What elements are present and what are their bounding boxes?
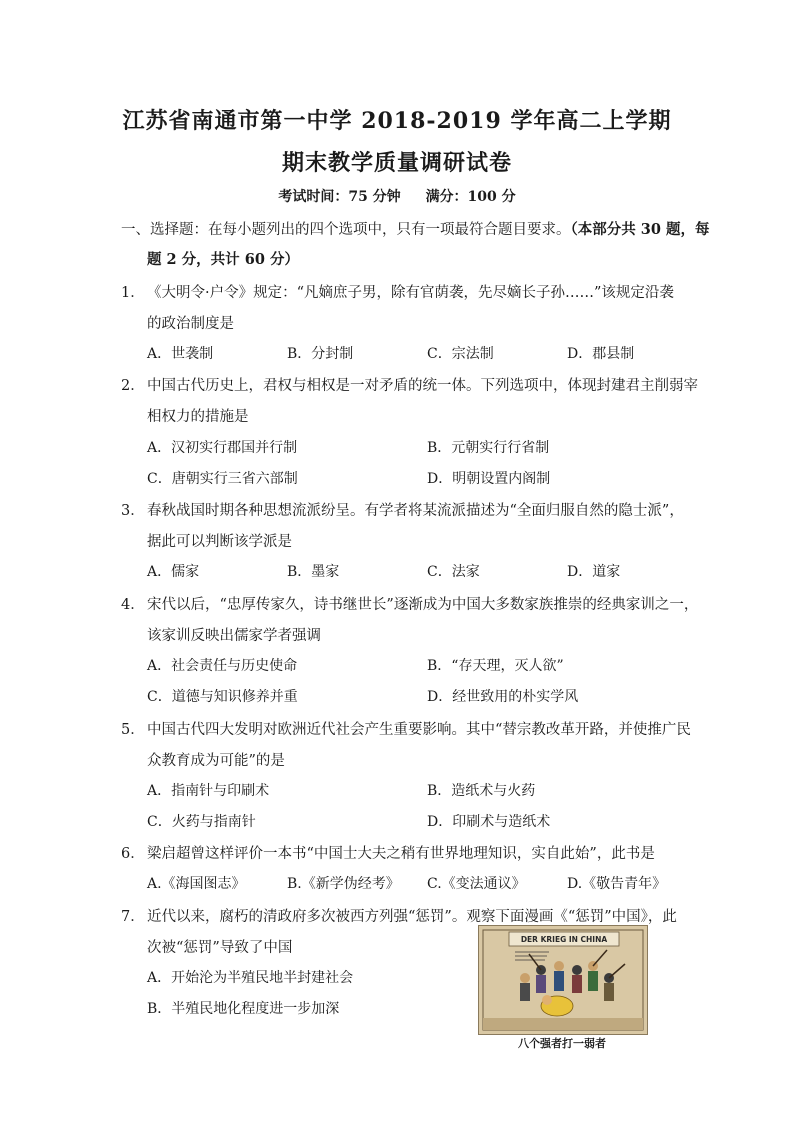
question-2-option-d[interactable]: D．明朝设置内阁制 [427, 471, 551, 487]
question-3-text-line2: 据此可以判断该学派是 [147, 534, 292, 550]
question-1-option-a[interactable]: A．世袭制 [147, 346, 214, 362]
full-score: 满分：100 分 [425, 189, 516, 205]
exam-title-line1: 江苏省南通市第一中学 2018-2019 学年高二上学期 [122, 108, 672, 134]
question-4-option-b[interactable]: B．“存天理，灭人欲” [427, 658, 564, 674]
question-5-text-line2: 众教育成为可能”的是 [147, 753, 285, 769]
question-1-option-c[interactable]: C．宗法制 [427, 346, 494, 362]
exam-title-line2: 期末教学质量调研试卷 [281, 150, 512, 176]
cartoon-banner-text: DER KRIEG IN CHINA [520, 935, 608, 944]
section-instruction-text: 一、选择题：在每小题列出的四个选项中，只有一项最符合题目要求。 [121, 222, 571, 238]
question-3-option-b[interactable]: B．墨家 [287, 564, 340, 580]
question-3-option-d[interactable]: D．道家 [567, 564, 621, 580]
question-7-option-b[interactable]: B．半殖民地化程度进一步加深 [147, 1001, 340, 1017]
question-2-text-line2: 相权力的措施是 [147, 409, 249, 425]
question-2-number: 2． [121, 378, 145, 394]
question-6-text-line1: 梁启超曾这样评价一本书“中国士大夫之稍有世界地理知识，实自此始”，此书是 [147, 846, 655, 862]
exam-meta [0, 186, 794, 206]
question-2-option-b[interactable]: B．元朝实行行省制 [427, 440, 550, 456]
question-5-text-line1: 中国古代四大发明对欧洲近代社会产生重要影响。其中“替宗教改革开路，并使推广民 [147, 722, 691, 738]
section-score-note: （本部分共 30 题，每 [570, 221, 710, 238]
question-2-option-c[interactable]: C．唐朝实行三省六部制 [147, 471, 298, 487]
question-7-text-line2: 次被“惩罚”导致了中国 [147, 940, 293, 956]
question-4-text-line2: 该家训反映出儒家学者强调 [147, 628, 321, 644]
question-6-number: 6． [121, 846, 145, 862]
question-3-number: 3． [121, 503, 145, 519]
question-3-text-line1: 春秋战国时期各种思想流派纷呈。有学者将某流派描述为“全面归服自然的隐士派”， [147, 503, 684, 519]
section-instruction-line1 [121, 218, 710, 239]
question-1-option-b[interactable]: B．分封制 [287, 346, 354, 362]
question-4-text-line1: 宋代以后，“忠厚传家久，诗书继世长”逐渐成为中国大多数家族推崇的经典家训之一， [147, 597, 699, 613]
question-5-option-d[interactable]: D．印刷术与造纸术 [427, 814, 551, 830]
question-7-option-a[interactable]: A．开始沦为半殖民地半封建社会 [147, 970, 354, 986]
question-7-number: 7． [121, 909, 145, 925]
question-5-option-c[interactable]: C．火药与指南针 [147, 814, 256, 830]
section-instruction-line2: 题 2 分，共计 60 分） [147, 251, 299, 268]
question-5-option-b[interactable]: B．造纸术与火药 [427, 783, 536, 799]
question-3-option-a[interactable]: A．儒家 [147, 564, 200, 580]
question-6-option-d[interactable]: D.《敬告青年》 [567, 876, 667, 892]
question-4-option-a[interactable]: A．社会责任与历史使命 [147, 658, 298, 674]
cartoon-caption: 八个强者打一弱者 [518, 1037, 606, 1050]
question-2-option-a[interactable]: A．汉初实行郡国并行制 [147, 440, 298, 456]
question-1-option-d[interactable]: D．郡县制 [567, 346, 635, 362]
cartoon-image [478, 925, 648, 1035]
question-2-text-line1: 中国古代历史上，君权与相权是一对矛盾的统一体。下列选项中，体现封建君主削弱宰 [147, 378, 698, 394]
question-1-number: 1． [121, 285, 145, 301]
question-4-option-d[interactable]: D．经世致用的朴实学风 [427, 689, 579, 705]
question-4-number: 4． [121, 597, 145, 613]
question-5-option-a[interactable]: A．指南针与印刷术 [147, 783, 270, 799]
exam-time: 考试时间：75 分钟 [278, 189, 401, 205]
cartoon-drawing [479, 926, 647, 1034]
question-6-option-a[interactable]: A.《海国图志》 [147, 876, 246, 892]
question-3-option-c[interactable]: C．法家 [427, 564, 480, 580]
question-7-text-line1: 近代以来，腐朽的清政府多次被西方列强“惩罚”。观察下面漫画《“惩罚”中国》，此 [147, 909, 677, 925]
question-6-option-b[interactable]: B.《新学伪经考》 [287, 876, 400, 892]
question-6-option-c[interactable]: C.《变法通议》 [427, 876, 526, 892]
question-1-text-line2: 的政治制度是 [147, 316, 234, 332]
question-5-number: 5． [121, 722, 145, 738]
question-1-text-line1: 《大明令·户令》规定：“凡嫡庶子男，除有官荫袭，先尽嫡长子孙……”该规定沿袭 [147, 285, 674, 301]
question-4-option-c[interactable]: C．道德与知识修养并重 [147, 689, 298, 705]
